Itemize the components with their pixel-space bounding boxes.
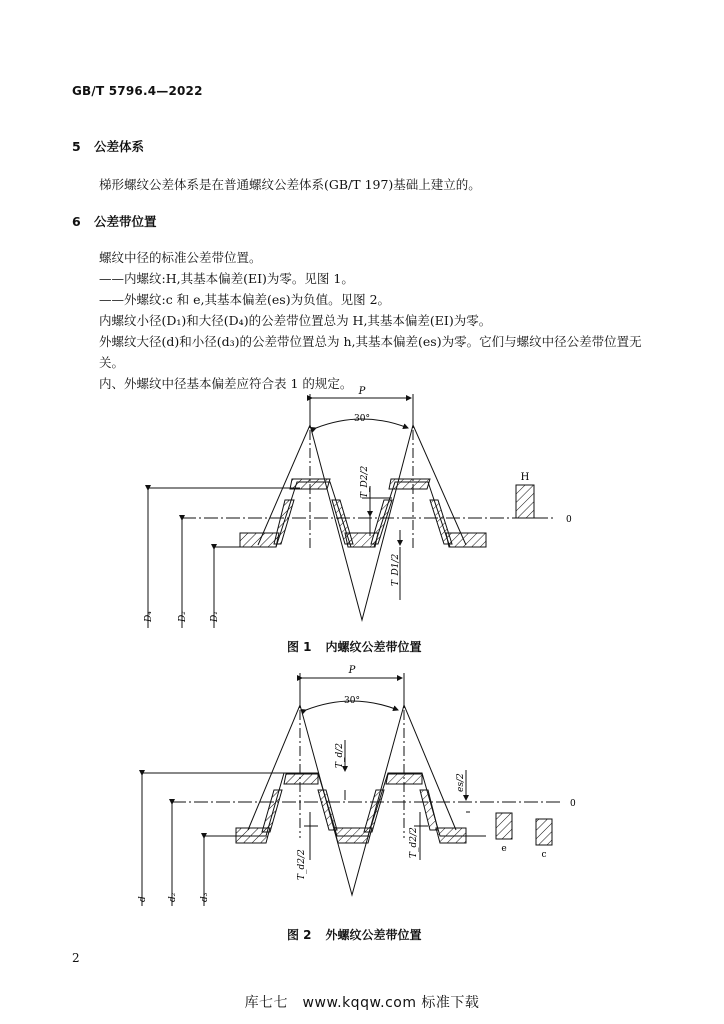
section-6-number: 6 bbox=[72, 214, 81, 229]
section-5-body: 梯形螺纹公差体系是在普通螺纹公差体系(GB/T 197)基础上建立的。 bbox=[99, 177, 481, 192]
figure-2-zone-e-label: e bbox=[501, 844, 507, 854]
section-6-title: 公差带位置 bbox=[94, 214, 157, 229]
figure-2-d-label: d bbox=[138, 896, 148, 902]
figure-2-td2-right-label: T_d2/2 bbox=[409, 827, 419, 858]
section-5-title: 公差体系 bbox=[94, 139, 145, 154]
figure-2-d3-label: d₃ bbox=[200, 892, 210, 902]
figure-2-zero-label: 0 bbox=[570, 799, 576, 809]
figure-2-pitch-label: P bbox=[348, 665, 356, 676]
figure-2-d2-label: d₂ bbox=[168, 892, 178, 902]
figure-2-es-label: es/2 bbox=[456, 773, 466, 792]
figure-1-diagram bbox=[148, 394, 556, 628]
figure-2-caption bbox=[287, 926, 422, 943]
section-6-para-1: 螺纹中径的标准公差带位置。 bbox=[99, 250, 262, 265]
section-6-para-4: 内螺纹小径(D₁)和大径(D₄)的公差带位置总为 H,其基本偏差(EI)为零。 bbox=[99, 313, 492, 328]
figure-2-angle-label: 30° bbox=[344, 696, 360, 706]
figure-1-td2-label: T_D2/2 bbox=[360, 465, 370, 498]
standard-number: GB/T 5796.4—2022 bbox=[72, 84, 203, 98]
figure-2-td-label: T_d/2 bbox=[335, 742, 345, 768]
figure-1-pitch-label: P bbox=[358, 386, 366, 397]
figure-1-caption bbox=[287, 638, 422, 655]
figure-1-d2-label: D₂ bbox=[178, 611, 188, 622]
figure-1-angle-label: 30° bbox=[354, 414, 370, 424]
footer-watermark[interactable]: 库七七 www.kqqw.com 标准下载 bbox=[244, 995, 480, 1011]
section-6-para-2: ——内螺纹:H,其基本偏差(EI)为零。见图 1。 bbox=[99, 271, 354, 286]
figure-2-zone-c-label: c bbox=[541, 850, 547, 860]
figure-2-diagram bbox=[142, 673, 560, 906]
section-6-para-5: 外螺纹大径(d)和小径(d₃)的公差带位置总为 h,其基本偏差(es)为零。它们与螺纹中径公差带位置无关。 bbox=[99, 334, 642, 370]
figure-1-zero-label: 0 bbox=[566, 515, 572, 525]
section-6-para-3: ——外螺纹:c 和 e,其基本偏差(es)为负值。见图 2。 bbox=[99, 292, 391, 307]
figure-1-caption-number: 图 1 bbox=[287, 640, 312, 654]
figure-1-d1-label: D₁ bbox=[210, 611, 220, 622]
figure-1-td1-label: T_D1/2 bbox=[391, 553, 401, 586]
figure-2-td2-left-label: T_d2/2 bbox=[297, 849, 307, 880]
figure-2-caption-number: 图 2 bbox=[287, 928, 312, 942]
figure-1-zone-h-label: H bbox=[520, 472, 530, 483]
figure-2-caption-title: 外螺纹公差带位置 bbox=[325, 928, 422, 942]
figure-1-caption-title: 内螺纹公差带位置 bbox=[325, 640, 422, 654]
section-6-para-6: 内、外螺纹中径基本偏差应符合表 1 的规定。 bbox=[99, 376, 353, 391]
figure-1-d4-label: D₄ bbox=[144, 611, 154, 622]
page-number: 2 bbox=[72, 951, 80, 965]
section-5-number: 5 bbox=[72, 139, 81, 154]
